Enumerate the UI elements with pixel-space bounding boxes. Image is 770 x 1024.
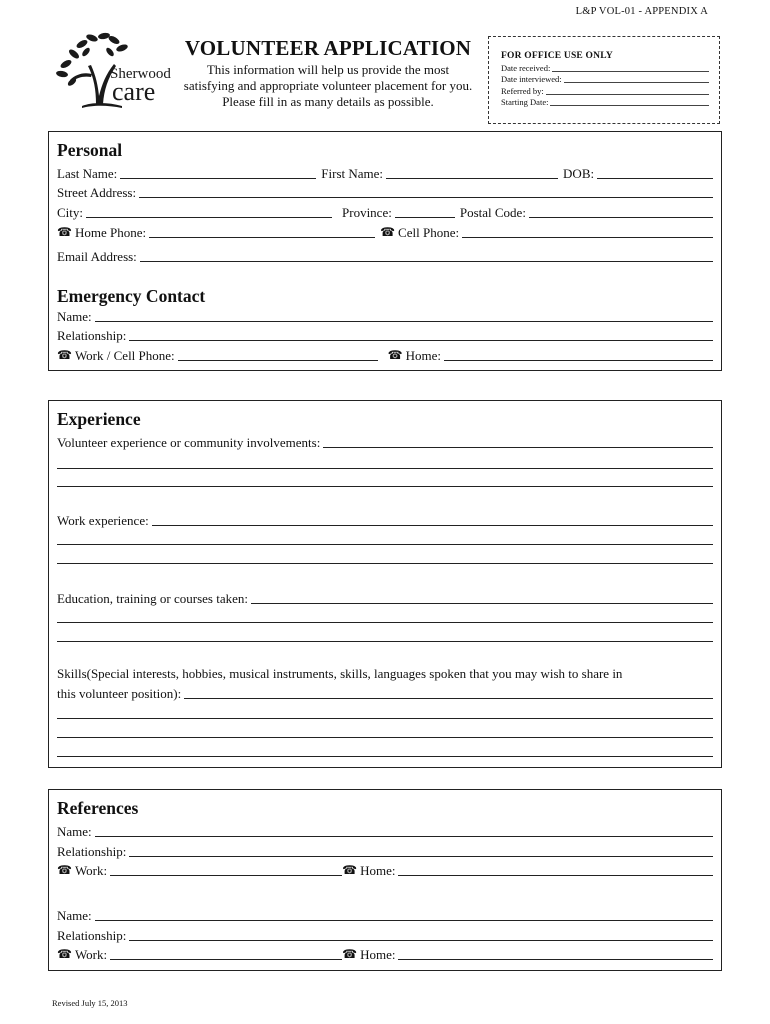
work-experience-line[interactable] — [57, 544, 713, 545]
document-id: L&P VOL-01 - APPENDIX A — [575, 6, 708, 17]
emergency-name-row — [57, 307, 713, 324]
email-field[interactable] — [140, 260, 713, 262]
phone-icon: ☎ — [342, 947, 358, 961]
skills-label-2: this volunteer position): — [57, 686, 182, 701]
page-title: VOLUNTEER APPLICATION — [184, 36, 472, 60]
reference-2-name-row — [57, 906, 713, 923]
reference-2-relationship-row — [57, 926, 713, 943]
education-line[interactable] — [57, 622, 713, 623]
references-section — [48, 789, 722, 971]
svg-text:Sherwood: Sherwood — [110, 66, 171, 82]
email-row — [57, 247, 713, 264]
education-label: Education, training or courses taken: — [57, 591, 248, 606]
emergency-home-field[interactable] — [444, 359, 713, 361]
emergency-relationship-row — [57, 326, 713, 343]
name-row — [57, 164, 713, 181]
city-label: City: — [57, 205, 84, 220]
skills-field[interactable] — [184, 697, 713, 699]
phone-icon: ☎ — [57, 947, 72, 961]
phone-icon: ☎ — [380, 225, 396, 239]
education-row — [57, 589, 713, 606]
province-field[interactable] — [395, 216, 455, 218]
education-field[interactable] — [251, 602, 713, 604]
dob-label: DOB: — [563, 166, 595, 181]
emergency-phone-row — [57, 346, 713, 363]
last-name-label: Last Name: — [57, 166, 118, 181]
volunteer-experience-label: Volunteer experience or community involvements: — [57, 435, 321, 450]
email-label: Email Address: — [57, 249, 137, 264]
emergency-home-label: Home: — [405, 348, 441, 363]
postal-code-field[interactable] — [529, 216, 713, 218]
work-experience-row — [57, 511, 713, 528]
work-experience-line[interactable] — [57, 563, 713, 564]
skills-line[interactable] — [57, 737, 713, 738]
sherwood-care-logo — [52, 30, 174, 114]
reference-1-name-field[interactable] — [95, 835, 713, 837]
reference-2-relationship-field[interactable] — [129, 939, 713, 941]
skills-line[interactable] — [57, 718, 713, 719]
last-name-field[interactable] — [120, 177, 316, 179]
tree-logo-icon — [52, 30, 174, 114]
phone-icon: ☎ — [387, 348, 403, 362]
reference-2-name-field[interactable] — [95, 919, 713, 921]
revised-date: Revised July 15, 2013 — [52, 998, 128, 1008]
city-row — [57, 203, 713, 220]
office-row-date-interviewed: Date interviewed: — [501, 74, 709, 85]
reference-1-relationship-label: Relationship: — [57, 844, 127, 859]
office-use-box — [488, 36, 720, 124]
reference-1-home-field[interactable] — [398, 874, 713, 876]
reference-1-name-label: Name: — [57, 824, 92, 839]
work-experience-field[interactable] — [152, 524, 713, 526]
city-field[interactable] — [86, 216, 332, 218]
phone-row — [57, 223, 713, 240]
reference-2-home-field[interactable] — [398, 958, 713, 960]
skills-label-1: Skills(Special interests, hobbies, musical instruments, skills, languages spoken that you may wish to share in — [57, 666, 623, 681]
personal-heading: Personal — [57, 140, 123, 160]
office-row-referred-by: Referred by: — [501, 86, 709, 97]
referred-by-field[interactable] — [546, 86, 709, 95]
reference-2-home-label: Home: — [360, 947, 396, 962]
cell-phone-label: Cell Phone: — [398, 225, 460, 240]
emergency-relationship-field[interactable] — [129, 339, 713, 341]
first-name-label: First Name: — [321, 166, 384, 181]
personal-section — [48, 131, 722, 371]
reference-1-home-label: Home: — [360, 863, 396, 878]
phone-icon: ☎ — [342, 863, 358, 877]
emergency-heading: Emergency Contact — [57, 286, 206, 306]
skills-line[interactable] — [57, 756, 713, 757]
experience-section — [48, 400, 722, 768]
office-row-starting-date: Starting Date: — [501, 97, 709, 108]
home-phone-label: Home Phone: — [74, 225, 147, 240]
references-heading: References — [57, 798, 139, 818]
reference-2-phone-row — [57, 945, 713, 962]
street-row — [57, 183, 713, 200]
experience-heading: Experience — [57, 409, 141, 429]
home-phone-field[interactable] — [149, 236, 375, 238]
reference-2-work-field[interactable] — [110, 958, 342, 960]
province-label: Province: — [342, 205, 392, 220]
date-interviewed-field[interactable] — [564, 74, 709, 83]
phone-icon: ☎ — [57, 348, 72, 362]
reference-1-phone-row — [57, 861, 713, 878]
work-experience-label: Work experience: — [57, 513, 149, 528]
first-name-field[interactable] — [386, 177, 558, 179]
dob-field[interactable] — [597, 177, 713, 179]
reference-1-relationship-row — [57, 842, 713, 859]
emergency-work-cell-field[interactable] — [178, 359, 378, 361]
volunteer-experience-row — [57, 433, 713, 450]
reference-2-work-label: Work: — [74, 947, 108, 962]
reference-1-work-label: Work: — [74, 863, 108, 878]
reference-1-work-field[interactable] — [110, 874, 342, 876]
emergency-relationship-label: Relationship: — [57, 328, 127, 343]
reference-2-relationship-label: Relationship: — [57, 928, 127, 943]
office-row-date-received: Date received: — [501, 63, 709, 74]
volunteer-experience-field[interactable] — [323, 446, 713, 448]
emergency-work-cell-label: Work / Cell Phone: — [74, 348, 175, 363]
phone-icon: ☎ — [57, 225, 72, 239]
street-field[interactable] — [139, 196, 713, 198]
street-label: Street Address: — [57, 185, 137, 200]
emergency-name-field[interactable] — [95, 320, 713, 322]
starting-date-field[interactable] — [550, 97, 709, 106]
education-line[interactable] — [57, 641, 713, 642]
volunteer-experience-line[interactable] — [57, 486, 713, 487]
cell-phone-field[interactable] — [462, 236, 713, 238]
postal-code-label: Postal Code: — [459, 205, 526, 220]
intro-text: This information will help us provide the most satisfying and appropriate volunteer placement for you. Please fill in as many details as possible. — [183, 62, 473, 109]
volunteer-experience-line[interactable] — [57, 468, 713, 469]
reference-1-name-row — [57, 822, 713, 839]
emergency-name-label: Name: — [57, 309, 92, 324]
office-heading: FOR OFFICE USE ONLY — [501, 51, 613, 61]
date-received-field[interactable] — [552, 63, 709, 72]
reference-1-relationship-field[interactable] — [129, 855, 713, 857]
phone-icon: ☎ — [57, 863, 72, 877]
skills-row — [57, 684, 713, 701]
reference-2-name-label: Name: — [57, 908, 92, 923]
svg-text:care: care — [112, 77, 156, 106]
